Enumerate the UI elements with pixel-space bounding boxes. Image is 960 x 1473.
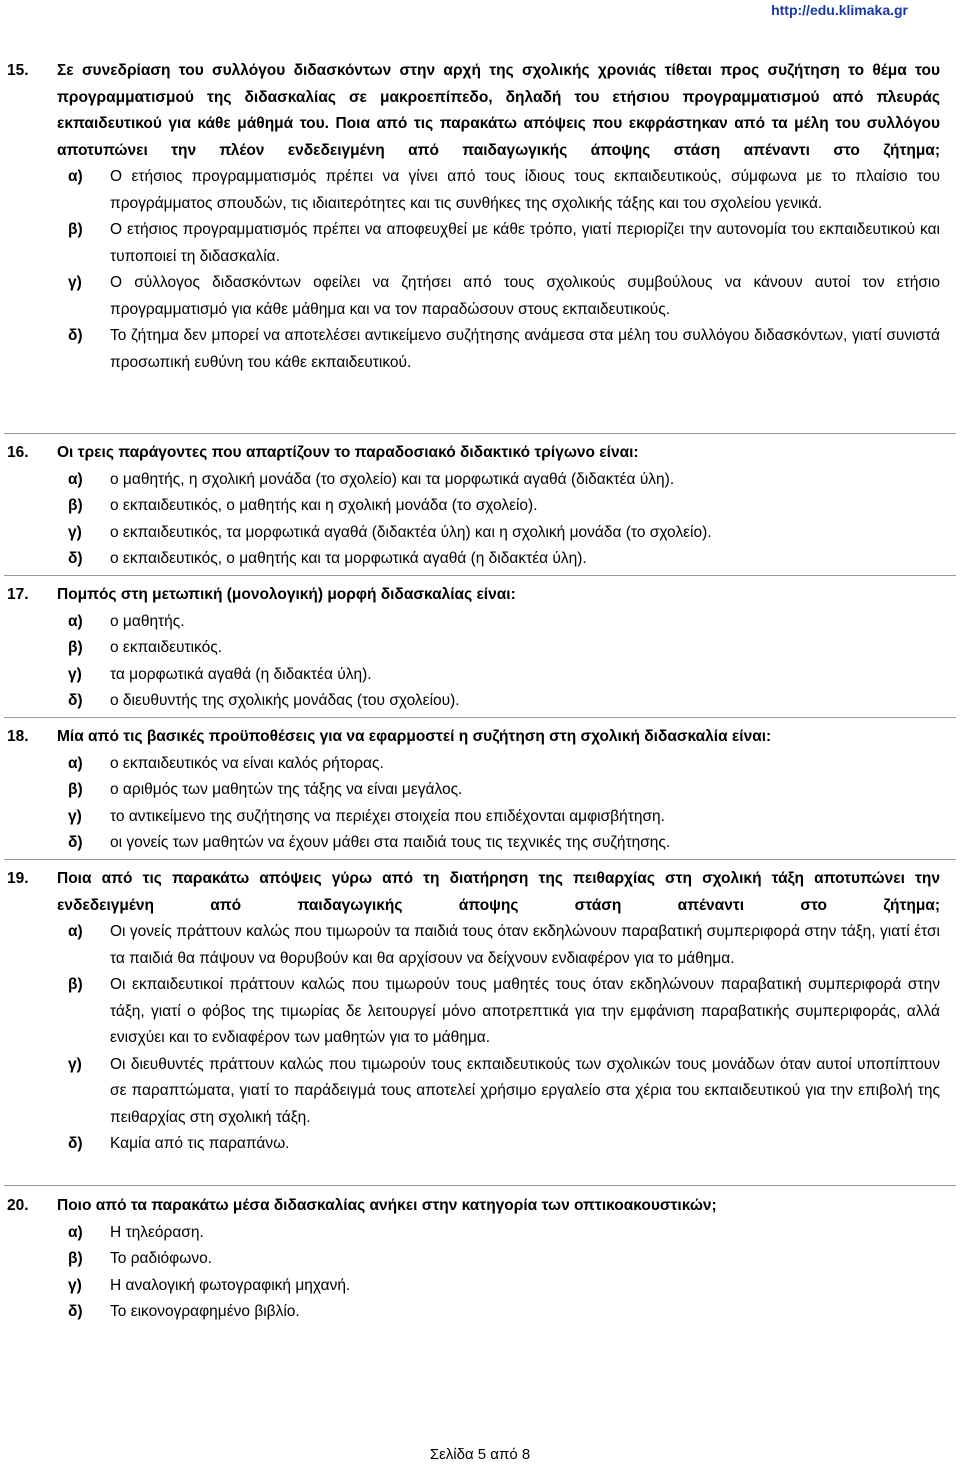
question-number: 20. [7,1197,29,1214]
option-c [68,270,940,323]
question-number: 18. [7,728,29,745]
option-text: οι γονείς των μαθητών να έχουν μάθει στα παιδιά τους τις τεχνικές της συζήτησης. [110,834,671,851]
question-stem: Σε συνεδρίαση του συλλόγου διδασκόντων στην αρχή της σχολικής χρονιάς τίθεται προς συζήτηση το θέμα του προγραμματισμού της διδασκαλίας σε μακροεπίπεδο, δηλαδή του ετήσιου προγραμματισμού από πλευράς εκπαιδευτικού για κάθε μάθημά του. Ποια από τις παρακάτω απόψεις που εκφράστηκαν από τα μέλη του συλλόγου αποτυπώνει την πλέον ενδεδειγμένη από παιδαγωγικής άποψης στάση απέναντι στο ζήτημα; [57,62,940,159]
question-number: 16. [7,444,29,461]
option-label: β) [68,1250,83,1267]
option-label: α) [68,923,83,940]
option-text: ο μαθητής, η σχολική μονάδα (το σχολείο) και τα μορφωτικά αγαθά (διδακτέα ύλη). [110,470,675,488]
option-text: Καμία από τις παραπάνω. [110,1135,290,1152]
option-text: ο εκπαιδευτικός, ο μαθητής και η σχολική μονάδα (το σχολείο). [110,497,538,514]
option-d [68,1131,940,1158]
option-c [68,1273,940,1300]
question-number: 17. [7,586,29,603]
option-label: δ) [68,1135,83,1152]
option-text: το αντικείμενο της συζήτησης να περιέχει στοιχεία που επιδέχονται αμφισβήτηση. [110,807,665,825]
option-text: ο μαθητής. [110,612,185,630]
option-label: β) [68,221,83,238]
option-text: Ο σύλλογος διδασκόντων οφείλει να ζητήσει από τους σχολικούς συμβούλους να κάνουν αυτοί τον ετήσιο προγραμματισμό για κάθε μάθημα και να τον παραδώσουν στους εκπαιδευτικούς. [110,274,940,318]
option-text: Ο ετήσιος προγραμματισμός πρέπει να αποφευχθεί με κάθε τρόπο, γιατί περιορίζει την αυτονομία του εκπαιδευτικού και τυποποιεί τη διδασκαλία. [110,221,940,265]
option-text: ο εκπαιδευτικός, τα μορφωτικά αγαθά (διδακτέα ύλη) και η σχολική μονάδα (το σχολείο). [110,523,712,541]
option-text: τα μορφωτικά αγαθά (η διδακτέα ύλη). [110,665,372,683]
question-19 [0,866,960,1158]
option-label: δ) [68,327,83,344]
question-number: 15. [7,62,29,79]
question-stem: Οι τρεις παράγοντες που απαρτίζουν το παραδοσιακό διδακτικό τρίγωνο είναι: [57,444,639,461]
option-label: γ) [68,1276,82,1294]
option-text: Το εικονογραφημένο βιβλίο. [110,1303,300,1320]
question-stem: Ποια από τις παρακάτω απόψεις γύρω από τη διατήρηση της πειθαρχίας στη σχολική τάξη αποτυπώνει την ενδεδειγμένη από παιδαγωγικής άποψης στάση απέναντι στο ζήτημα; [57,870,940,914]
question-16 [0,440,960,573]
option-label: β) [68,639,83,656]
option-text: ο εκπαιδευτικός, ο μαθητής και τα μορφωτικά αγαθά (η διδακτέα ύλη). [110,550,587,567]
option-label: δ) [68,834,83,851]
option-d [68,1299,940,1326]
option-d [68,323,940,376]
option-a [68,1220,940,1247]
option-d [68,546,940,573]
option-a [68,919,940,972]
option-c [68,1052,940,1132]
option-a [68,609,940,636]
option-text: ο αριθμός των μαθητών της τάξης να είναι μεγάλος. [110,781,463,798]
option-text: ο διευθυντής της σχολικής μονάδας (του σχολείου). [110,692,460,709]
site-url[interactable]: http://edu.klimaka.gr [771,2,908,18]
option-b [68,493,940,520]
option-b [68,635,940,662]
option-label: δ) [68,550,83,567]
option-c [68,520,940,547]
option-label: β) [68,497,83,514]
option-d [68,688,940,715]
option-text: Ο ετήσιος προγραμματισμός πρέπει να γίνει από τους ίδιους τους εκπαιδευτικούς, σύμφωνα με το πλαίσιο του προγράμματος σπουδών, τις ιδιαιτερότητες και τις συνθήκες της σχολικής τάξης και του σχολείου γενικά. [110,168,940,212]
option-b [68,972,940,1052]
option-label: α) [68,470,83,488]
option-a [68,164,940,217]
question-18 [0,724,960,857]
option-text: Το ζήτημα δεν μπορεί να αποτελέσει αντικείμενο συζήτησης ανάμεσα στα μέλη του συλλόγου διδασκόντων, γιατί συνιστά προσωπική ευθύνη του κάθε εκπαιδευτικού. [110,327,940,371]
option-text: ο εκπαιδευτικός. [110,639,223,656]
page-number: Σελίδα 5 από 8 [429,1446,531,1463]
option-b [68,217,940,270]
option-label: γ) [68,665,82,683]
option-text: Το ραδιόφωνο. [110,1250,212,1267]
question-number: 19. [7,870,29,887]
option-d [68,830,940,857]
option-text: Η τηλεόραση. [110,1223,204,1241]
option-text: Η αναλογική φωτογραφική μηχανή. [110,1276,351,1294]
option-b [68,777,940,804]
option-label: γ) [68,523,82,541]
question-17 [0,582,960,715]
option-a [68,467,940,494]
option-label: δ) [68,1303,83,1320]
question-stem: Ποιο από τα παρακάτω μέσα διδασκαλίας ανήκει στην κατηγορία των οπτικοακουστικών; [57,1197,717,1214]
option-c [68,662,940,689]
option-text: Οι διευθυντές πράττουν καλώς που τιμωρούν τους εκπαιδευτικούς των σχολικών τους μονάδων όταν αυτοί υποπίπτουν σε παραπτώματα, γιατί το παράδειγμά τους αποτελεί χρήσιμο εργαλείο στα χέρια του εκπαιδευτικού για την επιβολή της πειθαρχίας στη σχολική τάξη. [110,1055,940,1126]
divider [4,859,956,860]
question-stem: Μία από τις βασικές προϋποθέσεις για να εφαρμοστεί η συζήτηση στη σχολική διδασκαλία είναι: [57,728,772,745]
option-label: α) [68,612,83,630]
option-label: δ) [68,692,83,709]
option-label: γ) [68,1055,82,1073]
option-label: α) [68,168,83,185]
option-label: α) [68,1223,83,1241]
option-b [68,1246,940,1273]
option-c [68,804,940,831]
option-text: Οι εκπαιδευτικοί πράττουν καλώς που τιμωρούν τους μαθητές τους όταν εκδηλώνουν παραβατική συμπεριφορά στην τάξη, γιατί ο φόβος της τιμωρίας δε λειτουργεί μόνο αποτρεπτικά για την εμφάνιση παραβατικής συμπεριφοράς, αλλά ενισχύει και το ενδιαφέρον των μαθητών για το μάθημα. [110,976,940,1046]
option-label: β) [68,781,83,798]
option-text: Οι γονείς πράττουν καλώς που τιμωρούν τα παιδιά τους όταν εκδηλώνουν παραβατική συμπεριφορά στην τάξη, γιατί έτσι τα παιδιά θα πάψουν να θορυβούν και θα αρχίσουν να δείχνουν ενδιαφέρον για το μάθημα. [110,923,940,967]
option-label: γ) [68,807,82,825]
option-label: β) [68,976,83,993]
option-label: α) [68,754,83,772]
divider [4,1185,956,1186]
option-text: ο εκπαιδευτικός να είναι καλός ρήτορας. [110,754,384,772]
option-label: γ) [68,274,82,291]
question-stem: Πομπός στη μετωπική (μονολογική) μορφή διδασκαλίας είναι: [57,586,516,603]
option-a [68,751,940,778]
divider [4,575,956,576]
question-15 [0,58,960,376]
question-20 [0,1193,960,1326]
divider [4,433,956,434]
divider [4,717,956,718]
